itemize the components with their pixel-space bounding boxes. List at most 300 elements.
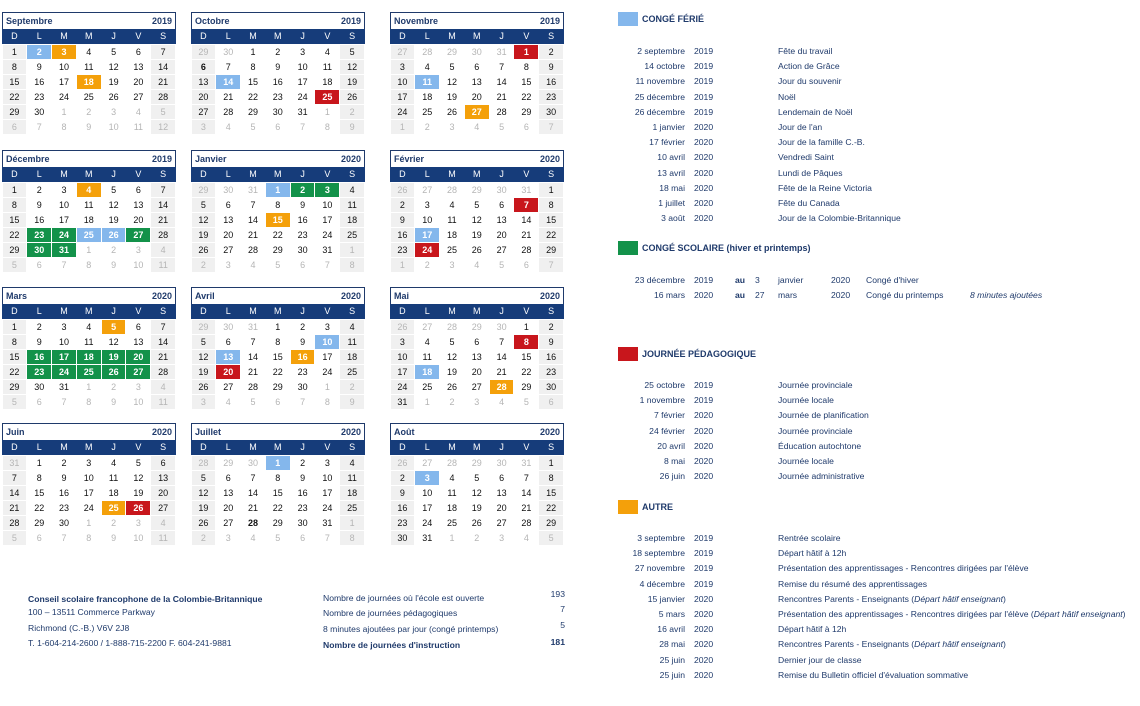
calendar-day: 28 — [440, 320, 464, 334]
calendar-day: 11 — [126, 120, 150, 134]
calendar-day: 15 — [266, 486, 290, 500]
calendar-day: 3 — [126, 516, 150, 530]
calendar-day: 3 — [391, 60, 415, 74]
calendar-day: 27 — [216, 380, 240, 394]
legend-autre-label: AUTRE — [642, 502, 673, 512]
calendar-day: 24 — [52, 90, 76, 104]
calendar-day: 7 — [52, 531, 76, 545]
weekday-label: D — [390, 304, 415, 319]
calendar-day: 2 — [27, 183, 51, 197]
calendar-day: 3 — [315, 320, 339, 334]
weekday-label: S — [151, 167, 176, 182]
calendar-day: 4 — [465, 120, 489, 134]
legend-date: 25 décembre — [634, 91, 685, 102]
calendar-day: 9 — [266, 60, 290, 74]
calendar-day: 2 — [27, 320, 51, 334]
calendar-day: 22 — [3, 365, 27, 379]
calendar-day: 4 — [340, 456, 364, 470]
calendar-grid — [390, 29, 564, 134]
legend-date: 11 novembre — [635, 76, 685, 87]
calendar-day: 31 — [315, 243, 339, 257]
calendar-day: 10 — [126, 531, 150, 545]
calendar-day: 21 — [241, 365, 265, 379]
calendar-day: 27 — [415, 456, 439, 470]
calendar-day: 2 — [192, 258, 216, 272]
calendar-day: 3 — [415, 198, 439, 212]
calendar-day: 1 — [77, 516, 101, 530]
calendar-month: Février — [394, 154, 425, 164]
calendar-day: 25 — [102, 501, 126, 515]
calendar-day: 28 — [490, 380, 514, 394]
calendar-day: 30 — [291, 380, 315, 394]
calendar-day: 6 — [266, 395, 290, 409]
calendar-day: 27 — [151, 501, 175, 515]
calendar-day: 21 — [216, 90, 240, 104]
weekday-label: M — [464, 167, 489, 182]
calendar-day: 16 — [391, 501, 415, 515]
calendar-day: 7 — [539, 120, 563, 134]
calendar-day: 7 — [3, 471, 27, 485]
weekday-label: M — [241, 304, 266, 319]
legend-description: Journée provinciale — [778, 380, 853, 390]
calendar-8 — [390, 287, 564, 409]
legend-year: 2020 — [694, 440, 714, 451]
calendar-day: 11 — [415, 75, 439, 89]
calendar-day: 5 — [490, 258, 514, 272]
calendar-header — [191, 150, 365, 167]
legend-date: 25 juin — [659, 654, 685, 665]
legend-year: 2019 — [694, 275, 714, 285]
calendar-day: 8 — [241, 60, 265, 74]
calendar-day: 1 — [266, 456, 290, 470]
calendar-day: 17 — [77, 486, 101, 500]
calendar-day: 4 — [241, 531, 265, 545]
calendar-day: 1 — [77, 380, 101, 394]
calendar-day: 6 — [126, 183, 150, 197]
calendar-11 — [390, 423, 564, 545]
calendar-day: 7 — [151, 45, 175, 59]
calendar-day: 16 — [539, 350, 563, 364]
legend-year: 2019 — [694, 578, 714, 589]
calendar-day: 26 — [102, 365, 126, 379]
calendar-day: 17 — [315, 213, 339, 227]
calendar-day: 28 — [440, 183, 464, 197]
calendar-day: 30 — [216, 45, 240, 59]
calendar-day: 21 — [151, 350, 175, 364]
calendar-day: 18 — [77, 213, 101, 227]
calendar-day: 12 — [102, 335, 126, 349]
legend-description: Remise du Bulletin officiel d'évaluation sommative — [778, 669, 969, 680]
legend-end-day: 27 — [755, 290, 765, 300]
calendar-day: 1 — [391, 120, 415, 134]
calendar-day: 5 — [102, 45, 126, 59]
legend-date: 10 avril — [657, 152, 685, 163]
weekday-label: J — [489, 440, 514, 455]
calendar-1 — [191, 12, 365, 134]
weekday-label: V — [315, 304, 340, 319]
calendar-day: 15 — [27, 486, 51, 500]
weekday-label: M — [265, 167, 290, 182]
calendar-grid — [2, 29, 176, 134]
legend-end-month: janvier — [778, 275, 804, 285]
legend-date: 2 septembre — [637, 46, 685, 56]
calendar-day: 14 — [514, 213, 538, 227]
calendar-day: 1 — [241, 45, 265, 59]
calendar-day: 9 — [539, 60, 563, 74]
calendar-grid — [390, 167, 564, 272]
calendar-day: 22 — [241, 90, 265, 104]
calendar-day: 5 — [126, 456, 150, 470]
calendar-day: 15 — [266, 350, 290, 364]
calendar-day: 6 — [27, 258, 51, 272]
calendar-day: 2 — [465, 531, 489, 545]
calendar-day: 11 — [340, 471, 364, 485]
calendar-day: 31 — [415, 531, 439, 545]
calendar-day: 9 — [340, 395, 364, 409]
calendar-header — [191, 287, 365, 304]
calendar-day: 7 — [291, 120, 315, 134]
weekday-label: V — [514, 29, 539, 44]
calendar-day: 10 — [291, 60, 315, 74]
calendar-day: 16 — [291, 350, 315, 364]
calendar-year: 2019 — [539, 16, 560, 26]
legend-year: 2020 — [694, 425, 714, 436]
weekday-label: J — [101, 29, 126, 44]
legend-description: Éducation autochtone — [778, 440, 862, 451]
weekday-label: V — [126, 167, 151, 182]
weekday-label: S — [151, 304, 176, 319]
calendar-day: 24 — [315, 501, 339, 515]
calendar-day: 1 — [391, 258, 415, 272]
calendar-day: 2 — [102, 516, 126, 530]
legend-date: 3 août — [661, 213, 685, 224]
calendar-day: 6 — [27, 395, 51, 409]
calendar-day: 12 — [440, 75, 464, 89]
calendar-day: 23 — [539, 90, 563, 104]
calendar-day: 1 — [415, 395, 439, 409]
legend-year: 2020 — [694, 456, 714, 466]
calendar-day: 3 — [192, 395, 216, 409]
calendar-day: 21 — [151, 213, 175, 227]
weekday-label: J — [290, 29, 315, 44]
calendar-day: 3 — [192, 120, 216, 134]
weekday-label: M — [440, 304, 465, 319]
weekday-label: L — [27, 29, 52, 44]
calendar-month: Mars — [6, 291, 28, 301]
calendar-month: Juillet — [195, 427, 222, 437]
calendar-day: 19 — [192, 228, 216, 242]
stat-label: Nombre de journées pédagogiques — [323, 608, 458, 618]
legend-ferie-label: CONGÉ FÉRIÉ — [642, 14, 705, 24]
legend-year: 2019 — [694, 533, 714, 543]
calendar-day: 30 — [391, 531, 415, 545]
legend-date: 16 mars — [653, 290, 685, 300]
weekday-label: J — [101, 440, 126, 455]
weekday-label: M — [440, 167, 465, 182]
calendar-day: 6 — [216, 335, 240, 349]
calendar-day: 20 — [465, 365, 489, 379]
legend-note: 8 minutes ajoutées — [970, 290, 1043, 300]
calendar-day: 13 — [126, 335, 150, 349]
calendar-month: Octobre — [195, 16, 230, 26]
calendar-day: 10 — [315, 471, 339, 485]
legend-description: Jour de la Colombie-Britannique — [778, 213, 901, 224]
calendar-day: 2 — [391, 471, 415, 485]
legend-year: 2019 — [694, 395, 714, 406]
calendar-day: 6 — [192, 60, 216, 74]
calendar-day: 4 — [514, 531, 538, 545]
calendar-day: 31 — [52, 243, 76, 257]
calendar-day: 4 — [340, 320, 364, 334]
legend-description: Rencontres Parents - Enseignants (Départ hâtif enseignant) — [778, 593, 1006, 604]
calendar-day: 7 — [291, 395, 315, 409]
calendar-day: 8 — [340, 531, 364, 545]
weekday-label: D — [191, 304, 216, 319]
weekday-label: D — [2, 304, 27, 319]
calendar-day: 24 — [315, 365, 339, 379]
calendar-day: 26 — [391, 456, 415, 470]
calendar-day: 29 — [266, 516, 290, 530]
calendar-day: 8 — [315, 395, 339, 409]
calendar-day: 30 — [490, 320, 514, 334]
legend-date: 17 février — [649, 137, 685, 148]
legend-description: Fête du travail — [778, 46, 833, 56]
calendar-day: 4 — [77, 320, 101, 334]
calendar-day: 27 — [415, 320, 439, 334]
legend-description: Présentation des apprentissages - Rencontres dirigées par l'élève (Départ hâtif enseignant) — [778, 609, 1126, 619]
legend-date: 25 juin — [659, 669, 685, 680]
calendar-day: 11 — [151, 258, 175, 272]
legend-autre-swatch — [618, 500, 638, 514]
calendar-day: 17 — [52, 75, 76, 89]
calendar-day: 3 — [216, 258, 240, 272]
calendar-3 — [2, 150, 176, 272]
legend-year: 2020 — [694, 410, 714, 421]
weekday-label: M — [52, 304, 77, 319]
calendar-day: 7 — [539, 258, 563, 272]
calendar-day: 30 — [27, 105, 51, 119]
weekday-label: L — [27, 304, 52, 319]
calendar-day: 6 — [514, 258, 538, 272]
weekday-label: M — [52, 29, 77, 44]
calendar-day: 22 — [27, 501, 51, 515]
calendar-day: 6 — [539, 395, 563, 409]
calendar-day: 8 — [77, 531, 101, 545]
calendar-day: 1 — [340, 516, 364, 530]
calendar-day: 1 — [266, 320, 290, 334]
calendar-day: 25 — [77, 90, 101, 104]
weekday-label: S — [340, 167, 365, 182]
calendar-day: 25 — [315, 90, 339, 104]
calendar-day: 5 — [241, 120, 265, 134]
weekday-label: D — [191, 29, 216, 44]
calendar-day: 1 — [27, 456, 51, 470]
calendar-day: 8 — [315, 120, 339, 134]
legend-year: 2020 — [694, 137, 714, 148]
stat-value: 7 — [560, 604, 565, 614]
calendar-day: 29 — [465, 456, 489, 470]
weekday-label: M — [464, 304, 489, 319]
weekday-label: D — [2, 167, 27, 182]
calendar-day: 15 — [514, 350, 538, 364]
calendar-day: 6 — [216, 198, 240, 212]
calendar-day: 29 — [440, 45, 464, 59]
calendar-day: 23 — [27, 228, 51, 242]
calendar-day: 3 — [465, 395, 489, 409]
calendar-day: 2 — [340, 380, 364, 394]
legend-end-month: mars — [778, 290, 798, 300]
calendar-day: 2 — [192, 531, 216, 545]
weekday-label: L — [415, 29, 440, 44]
calendar-day: 6 — [291, 531, 315, 545]
calendar-day: 31 — [514, 183, 538, 197]
calendar-day: 13 — [192, 75, 216, 89]
calendar-grid — [191, 167, 365, 272]
weekday-label: M — [76, 304, 101, 319]
legend-date: 1 novembre — [639, 395, 685, 406]
legend-year: 2020 — [694, 182, 714, 193]
legend-year: 2020 — [694, 152, 714, 163]
calendar-day: 20 — [216, 365, 240, 379]
calendar-day: 5 — [514, 395, 538, 409]
calendar-day: 21 — [514, 228, 538, 242]
legend-description: Remise du résumé des apprentissages — [778, 578, 928, 589]
calendar-day: 10 — [52, 335, 76, 349]
calendar-day: 9 — [539, 335, 563, 349]
weekday-label: D — [191, 440, 216, 455]
calendar-day: 24 — [415, 243, 439, 257]
calendar-day: 9 — [391, 213, 415, 227]
calendar-day: 28 — [151, 90, 175, 104]
calendar-day: 15 — [514, 75, 538, 89]
weekday-label: S — [340, 304, 365, 319]
calendar-day: 25 — [77, 365, 101, 379]
calendar-year: 2020 — [151, 427, 172, 437]
calendar-day: 9 — [291, 471, 315, 485]
weekday-label: S — [340, 440, 365, 455]
calendar-2 — [390, 12, 564, 134]
calendar-day: 25 — [340, 228, 364, 242]
legend-date: 24 février — [649, 425, 685, 436]
legend-description: Congé du printemps — [866, 290, 944, 300]
calendar-day: 8 — [3, 335, 27, 349]
legend-year: 2020 — [694, 624, 714, 635]
calendar-day: 3 — [440, 120, 464, 134]
calendar-day: 13 — [490, 213, 514, 227]
weekday-label: S — [151, 440, 176, 455]
calendar-day: 8 — [77, 395, 101, 409]
calendar-day: 14 — [241, 350, 265, 364]
calendar-day: 24 — [315, 228, 339, 242]
calendar-grid — [2, 304, 176, 409]
calendar-day: 3 — [126, 380, 150, 394]
calendar-day: 14 — [490, 350, 514, 364]
calendar-day: 5 — [192, 335, 216, 349]
calendar-day: 18 — [415, 90, 439, 104]
legend-date: 18 mai — [659, 182, 685, 193]
calendar-year: 2020 — [151, 291, 172, 301]
calendar-day: 12 — [440, 350, 464, 364]
calendar-day: 2 — [266, 45, 290, 59]
legend-scol-label: CONGÉ SCOLAIRE (hiver et printemps) — [642, 243, 811, 253]
calendar-day: 7 — [490, 60, 514, 74]
calendar-day: 21 — [514, 501, 538, 515]
calendar-day: 4 — [465, 258, 489, 272]
calendar-day: 22 — [266, 228, 290, 242]
legend-end-year: 2020 — [831, 275, 851, 285]
calendar-day: 24 — [291, 90, 315, 104]
legend-description: Jour de la famille C.-B. — [778, 137, 865, 148]
weekday-label: D — [2, 440, 27, 455]
legend-year: 2020 — [694, 122, 714, 132]
calendar-day: 17 — [315, 350, 339, 364]
calendar-day: 6 — [490, 471, 514, 485]
calendar-day: 4 — [151, 380, 175, 394]
calendar-day: 27 — [216, 516, 240, 530]
calendar-day: 8 — [514, 60, 538, 74]
weekday-label: M — [265, 440, 290, 455]
calendar-day: 10 — [415, 486, 439, 500]
calendar-day: 6 — [266, 120, 290, 134]
legend-year: 2020 — [694, 198, 714, 208]
calendar-day: 7 — [514, 198, 538, 212]
calendar-day: 11 — [77, 335, 101, 349]
calendar-month: Juin — [6, 427, 25, 437]
legend-date: 15 janvier — [647, 593, 685, 604]
calendar-day: 30 — [465, 45, 489, 59]
calendar-day: 10 — [391, 350, 415, 364]
calendar-day: 7 — [514, 471, 538, 485]
calendar-header — [2, 287, 176, 304]
legend-year: 2019 — [694, 548, 714, 559]
calendar-day: 21 — [3, 501, 27, 515]
calendar-day: 16 — [27, 75, 51, 89]
calendar-day: 13 — [465, 350, 489, 364]
calendar-day: 27 — [126, 228, 150, 242]
calendar-day: 7 — [315, 258, 339, 272]
calendar-day: 2 — [77, 105, 101, 119]
legend-year: 2020 — [694, 290, 714, 300]
calendar-day: 15 — [3, 75, 27, 89]
calendar-day: 7 — [241, 198, 265, 212]
legend-autre-title — [618, 500, 673, 514]
calendar-5 — [390, 150, 564, 272]
calendar-day: 25 — [440, 516, 464, 530]
calendar-day: 31 — [514, 456, 538, 470]
calendar-grid — [191, 304, 365, 409]
calendar-day: 7 — [241, 335, 265, 349]
calendar-day: 2 — [102, 243, 126, 257]
calendar-day: 2 — [539, 320, 563, 334]
calendar-day: 7 — [490, 335, 514, 349]
calendar-day: 23 — [391, 516, 415, 530]
calendar-year: 2019 — [151, 16, 172, 26]
calendar-day: 9 — [102, 258, 126, 272]
calendar-day: 4 — [415, 335, 439, 349]
calendar-day: 18 — [77, 75, 101, 89]
legend-year: 2019 — [694, 91, 714, 102]
weekday-label: M — [265, 304, 290, 319]
calendar-day: 30 — [490, 456, 514, 470]
calendar-day: 12 — [151, 120, 175, 134]
calendar-day: 4 — [216, 395, 240, 409]
calendar-day: 23 — [291, 228, 315, 242]
calendar-day: 14 — [151, 335, 175, 349]
calendar-day: 29 — [514, 105, 538, 119]
calendar-day: 24 — [391, 105, 415, 119]
calendar-day: 17 — [391, 365, 415, 379]
calendar-day: 29 — [539, 243, 563, 257]
